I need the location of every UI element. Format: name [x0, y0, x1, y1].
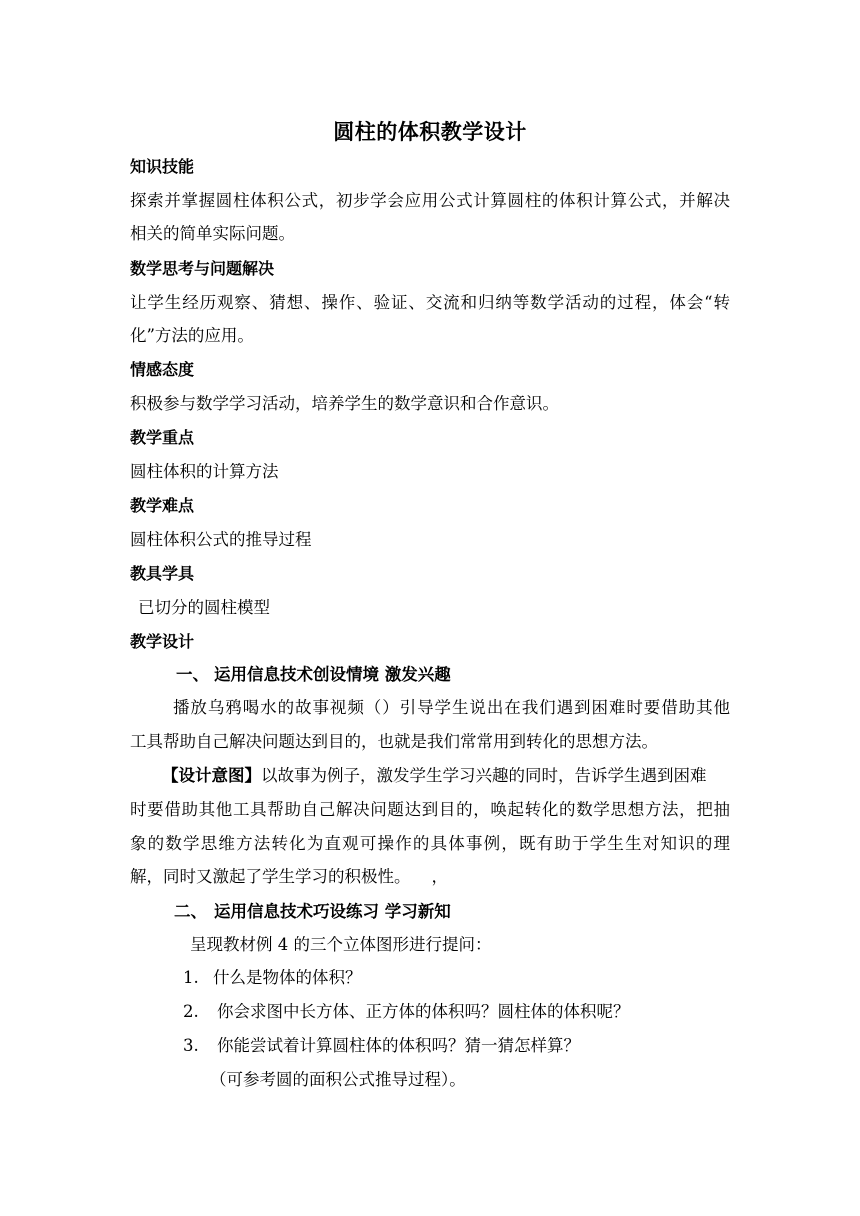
question-1-number: 1. — [183, 968, 199, 987]
thinking-line-1: 让学生经历观察、猜想、操作、验证、交流和归纳等数学活动的过程，体会“转 — [130, 293, 730, 312]
part1-title: 运用信息技术创设情境 激发兴趣 — [214, 665, 451, 684]
design-intent-line-1: 以故事为例子，激发学生学习兴趣的同时，告诉学生遇到困难 — [261, 766, 707, 785]
part2-number: 二、 — [174, 902, 207, 921]
design-intent-line-2: 时要借助其他工具帮助自己解决问题达到目的，唤起转化的数学思想方法，把抽 — [130, 800, 730, 819]
question-2-number: 2. — [183, 1002, 199, 1021]
document-title: 圆柱的体积教学设计 — [333, 119, 527, 144]
design-intent-first-line — [162, 766, 730, 786]
part2-title: 运用信息技术巧设练习 学习新知 — [214, 902, 451, 921]
thinking-line-2: 化”方法的应用。 — [130, 326, 254, 345]
design-intent-line-4: 解，同时又激起了学生学习的积极性。 ， — [130, 867, 448, 886]
heading-knowledge: 知识技能 — [130, 157, 195, 176]
design-intent-label: 【设计意图】 — [162, 766, 261, 785]
heading-thinking: 数学思考与问题解决 — [130, 259, 275, 278]
part2-intro: 呈现教材例 4 的三个立体图形进行提问： — [190, 935, 492, 954]
tools-line-1: 已切分的圆柱模型 — [138, 598, 270, 617]
heading-attitude: 情感态度 — [130, 360, 195, 379]
heading-design: 教学设计 — [130, 632, 195, 651]
part1-line-2: 工具帮助自己解决问题达到目的，也就是我们常常用到转化的思想方法。 — [130, 732, 658, 751]
heading-difficulty: 教学难点 — [130, 496, 195, 515]
question-3-note: （可参考圆的面积公式推导过程）。 — [210, 1070, 466, 1089]
difficulty-line-1: 圆柱体积公式的推导过程 — [130, 530, 312, 549]
heading-tools: 教具学具 — [130, 564, 195, 583]
key-point-line-1: 圆柱体积的计算方法 — [130, 462, 279, 481]
knowledge-line-2: 相关的简单实际问题。 — [130, 224, 295, 243]
question-3-number: 3. — [183, 1036, 199, 1055]
heading-key-point: 教学重点 — [130, 428, 195, 447]
design-intent-line-3: 象的数学思维方法转化为直观可操作的具体事例，既有助于学生生对知识的理 — [130, 834, 730, 853]
part1-number: 一、 — [176, 665, 209, 684]
knowledge-line-1: 探索并掌握圆柱体积公式，初步学会应用公式计算圆柱的体积计算公式，并解决 — [130, 191, 730, 210]
question-2-text: 你会求图中长方体、正方体的体积吗？圆柱体的体积呢？ — [217, 1002, 630, 1021]
attitude-line-1: 积极参与数学学习活动，培养学生的数学意识和合作意识。 — [130, 394, 559, 413]
part1-line-1: 播放乌鸦喝水的故事视频（）引导学生说出在我们遇到困难时要借助其他 — [173, 698, 730, 717]
question-3-text: 你能尝试着计算圆柱体的体积吗？猜一猜怎样算？ — [217, 1036, 580, 1055]
question-1-text: 什么是物体的体积？ — [213, 968, 362, 987]
